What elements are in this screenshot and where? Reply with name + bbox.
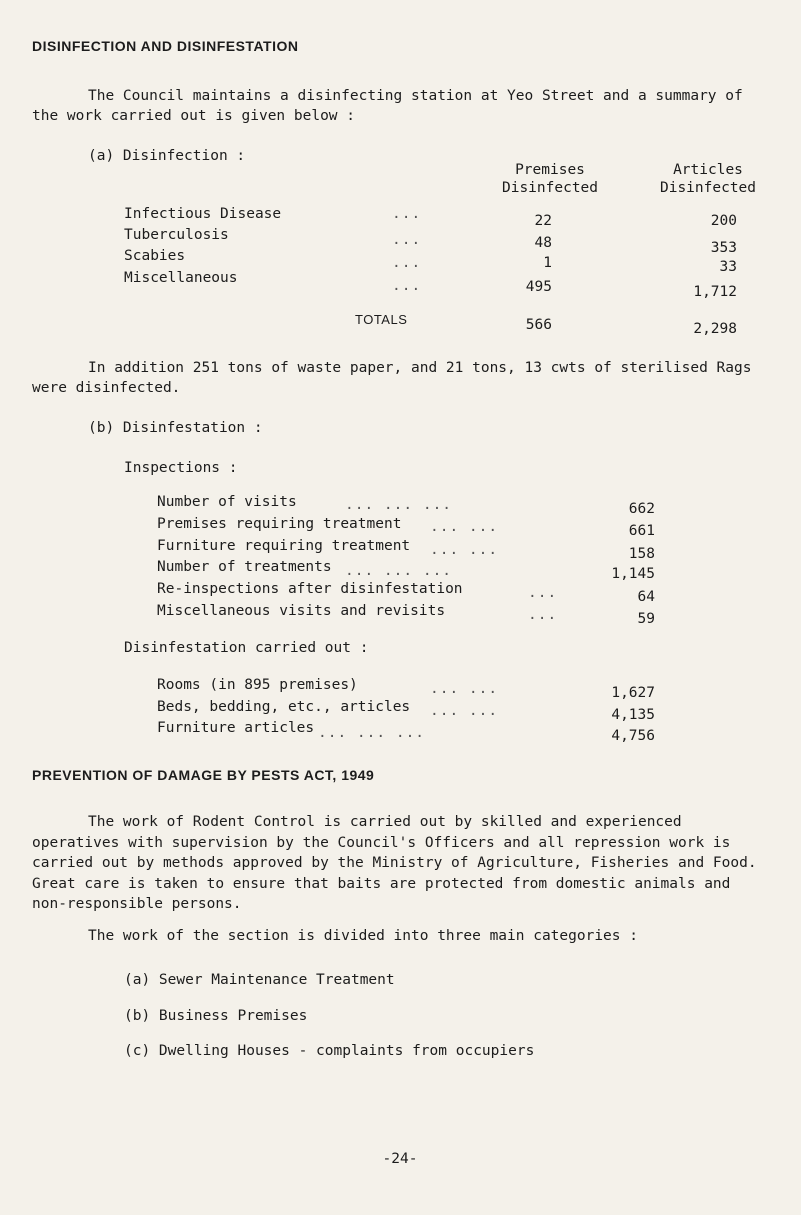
list-item: (a) Sewer Maintenance Treatment bbox=[124, 972, 395, 988]
item-value: 4,135 bbox=[611, 707, 655, 723]
item-name: Re-inspections after disinfestation bbox=[157, 581, 463, 597]
leader-dots: ... bbox=[528, 607, 558, 623]
item-name: Number of visits bbox=[157, 494, 297, 510]
item-value: 64 bbox=[637, 589, 655, 605]
row-name: Infectious Disease bbox=[124, 206, 282, 222]
inspections-label: Inspections : bbox=[124, 460, 238, 476]
leader-dots: ... bbox=[392, 278, 422, 294]
row-premises: 48 bbox=[534, 235, 552, 251]
col-articles-line2: Disinfected bbox=[659, 180, 757, 196]
row-articles: 33 bbox=[719, 259, 737, 275]
item-name: Miscellaneous visits and revisits bbox=[157, 603, 446, 619]
item-value: 59 bbox=[637, 611, 655, 627]
row-premises: 495 bbox=[525, 279, 552, 295]
item-value: 1,145 bbox=[611, 566, 655, 582]
row-articles: 1,712 bbox=[693, 284, 737, 300]
disinfestation-label: (b) Disinfestation : bbox=[88, 420, 263, 436]
leader-dots: ... ... bbox=[430, 703, 499, 719]
item-value: 661 bbox=[628, 523, 655, 539]
row-name: Miscellaneous bbox=[124, 270, 238, 286]
categories-intro: The work of the section is divided into three main categories : bbox=[88, 928, 638, 944]
pests-paragraph: The work of Rodent Control is carried out by skilled and experienced operatives with supervision by the Council's Officers and all repression work is carried out by methods approved by the Ministry of Agriculture, Fisheries and Food. Great care is taken to ensure that baits are protected from domestic animals and non-responsible persons. bbox=[32, 814, 757, 912]
item-value: 4,756 bbox=[611, 728, 655, 744]
totals-label: TOTALS bbox=[355, 312, 408, 327]
page-title: DISINFECTION AND DISINFESTATION bbox=[32, 38, 299, 54]
col-articles-line1: Articles bbox=[673, 162, 743, 178]
row-premises: 1 bbox=[543, 255, 552, 271]
item-name: Rooms (in 895 premises) bbox=[157, 677, 358, 693]
row-name: Tuberculosis bbox=[124, 227, 229, 243]
row-name: Scabies bbox=[124, 248, 186, 264]
row-articles: 200 bbox=[710, 213, 737, 229]
row-articles: 353 bbox=[710, 240, 737, 256]
leader-dots: ... ... bbox=[430, 519, 499, 535]
carried-out-label: Disinfestation carried out : bbox=[124, 640, 369, 656]
leader-dots: ... bbox=[392, 206, 422, 222]
col-premises-line1: Premises bbox=[515, 162, 585, 178]
item-name: Number of treatments bbox=[157, 559, 332, 575]
item-name: Beds, bedding, etc., articles bbox=[157, 699, 411, 715]
addition-paragraph: In addition 251 tons of waste paper, and 21 tons, 13 cwts of sterilised Rags were disinfected. bbox=[32, 360, 752, 396]
item-name: Furniture requiring treatment bbox=[157, 538, 411, 554]
totals-articles: 2,298 bbox=[693, 321, 737, 337]
col-premises-line2: Disinfected bbox=[501, 180, 599, 196]
row-premises: 22 bbox=[534, 213, 552, 229]
list-item: (c) Dwelling Houses - complaints from occupiers bbox=[124, 1043, 535, 1059]
leader-dots: ... ... bbox=[430, 542, 499, 558]
item-name: Premises requiring treatment bbox=[157, 516, 402, 532]
leader-dots: ... bbox=[528, 585, 558, 601]
pests-heading: PREVENTION OF DAMAGE BY PESTS ACT, 1949 bbox=[32, 767, 375, 783]
totals-premises: 566 bbox=[525, 317, 552, 333]
leader-dots: ... ... ... bbox=[345, 497, 453, 513]
leader-dots: ... ... ... bbox=[345, 563, 453, 579]
item-value: 158 bbox=[628, 546, 655, 562]
item-name: Furniture articles bbox=[157, 720, 315, 736]
page-number: -24- bbox=[382, 1151, 418, 1167]
leader-dots: ... ... bbox=[430, 681, 499, 697]
item-value: 1,627 bbox=[611, 685, 655, 701]
leader-dots: ... bbox=[392, 255, 422, 271]
leader-dots: ... ... ... bbox=[318, 725, 426, 741]
list-item: (b) Business Premises bbox=[124, 1008, 308, 1024]
leader-dots: ... bbox=[392, 232, 422, 248]
disinfection-label: (a) Disinfection : bbox=[88, 148, 246, 164]
intro-paragraph: The Council maintains a disinfecting station at Yeo Street and a summary of the work carried out is given below : bbox=[32, 88, 743, 124]
item-value: 662 bbox=[628, 501, 655, 517]
